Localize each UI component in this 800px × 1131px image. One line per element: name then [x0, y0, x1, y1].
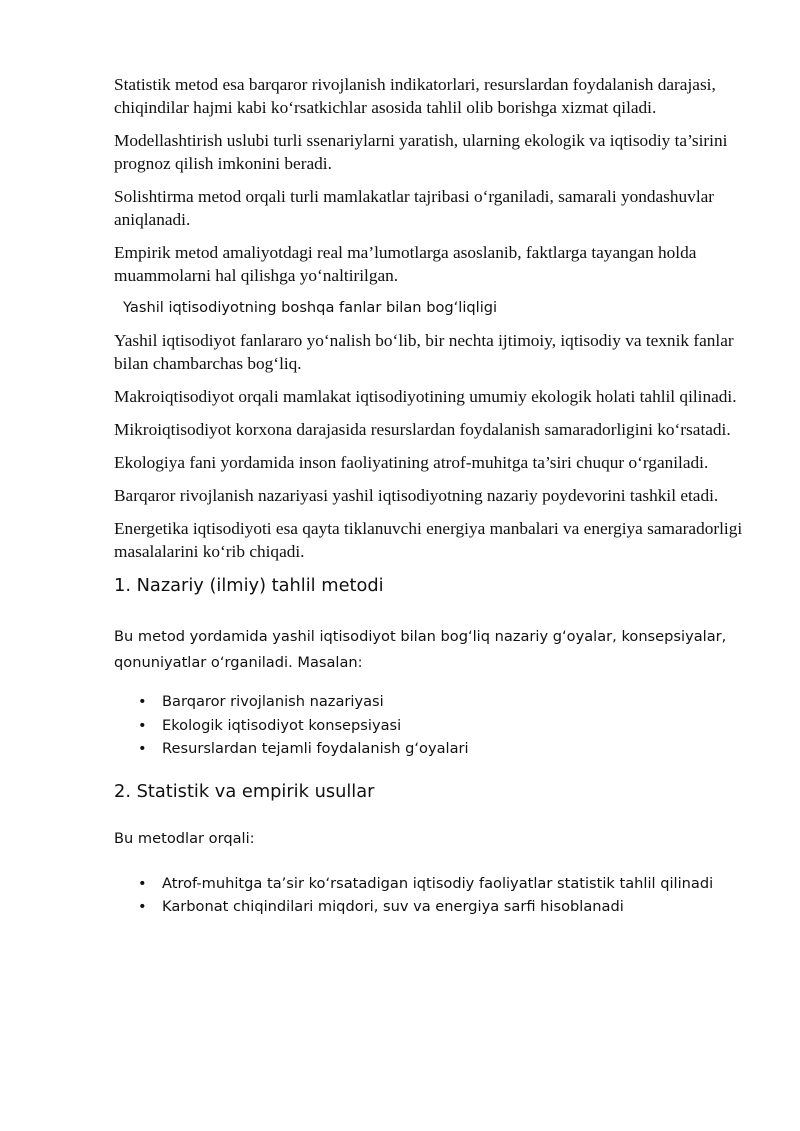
list-item: • Barqaror rivojlanish nazariyasi [114, 690, 744, 714]
bullet-list-statistik [114, 872, 744, 919]
list-item: • Ekologik iqtisodiyot konsepsiyasi [114, 714, 744, 738]
section-heading-statistik: 2. Statistik va empirik usullar [114, 780, 375, 802]
section-heading-nazariy: 1. Nazariy (ilmiy) tahlil metodi [114, 575, 384, 596]
list-item: • Resurslardan tejamli foydalanish g‘oyalari [114, 737, 744, 761]
bullet-icon: • [138, 693, 147, 710]
paragraph-empirik-metod: Empirik metod amaliyotdagi real ma’lumotlarga asoslanib, faktlarga tayangan holda muammolarni hal qilishga yo‘naltirilgan. [114, 243, 697, 285]
bullet-icon: • [138, 716, 147, 734]
bullet-icon: • [138, 740, 147, 757]
list-item: • Atrof-muhitga ta’sir ko‘rsatadigan iqtisodiy faoliyatlar statistik tahlil qilinadi [114, 872, 744, 896]
paragraph-makroiqtisodiyot: Makroiqtisodiyot orqali mamlakat iqtisodiyotining umumiy ekologik holati tahlil qilinadi. [114, 387, 737, 406]
paragraph-barqaror-rivojlanish: Barqaror rivojlanish nazariyasi yashil iqtisodiyotning nazariy poydevorini tashkil etadi. [114, 486, 719, 505]
section-intro-statistik: Bu metodlar orqali: [114, 829, 255, 847]
bullet-icon: • [138, 874, 147, 892]
list-item: • Karbonat chiqindilari miqdori, suv va energiya sarfi hisoblanadi [114, 895, 744, 919]
bullet-icon: • [138, 898, 147, 915]
section-intro-nazariy: Bu metod yordamida yashil iqtisodiyot bilan bog‘liq nazariy g‘oyalar, konsepsiyalar, qonuniyatlar o‘rganiladi. Masalan: [114, 628, 727, 671]
paragraph-statistik-metod: Statistik metod esa barqaror rivojlanish indikatorlari, resurslardan foydalanish darajasi, chiqindilar hajmi kabi ko‘rsatkichlar asosida tahlil olib borishga xizmat qiladi. [114, 75, 716, 117]
subheading-interdisciplinary: Yashil iqtisodiyotning boshqa fanlar bilan bog‘liqligi [123, 299, 498, 316]
document-page [114, 73, 744, 919]
paragraph-ekologiya: Ekologiya fani yordamida inson faoliyatining atrof-muhitga ta’siri chuqur o‘rganiladi. [114, 453, 709, 472]
paragraph-modellashtirish: Modellashtirish uslubi turli ssenariylarni yaratish, ularning ekologik va iqtisodiy ta’sirini prognoz qilish imkonini beradi. [114, 131, 728, 173]
paragraph-mikroiqtisodiyot: Mikroiqtisodiyot korxona darajasida resurslardan foydalanish samaradorligini ko‘rsatadi. [114, 420, 731, 439]
bullet-list-nazariy [114, 690, 744, 761]
paragraph-fanlararo: Yashil iqtisodiyot fanlararo yo‘nalish bo‘lib, bir nechta ijtimoiy, iqtisodiy va texnik fanlar bilan chambarchas bog‘liq. [114, 331, 734, 373]
paragraph-solishtirma-metod: Solishtirma metod orqali turli mamlakatlar tajribasi o‘rganiladi, samarali yondashuvlar aniqlanadi. [114, 187, 715, 229]
paragraph-energetika: Energetika iqtisodiyoti esa qayta tiklanuvchi energiya manbalari va energiya samaradorligi masalalarini ko‘rib chiqadi. [114, 519, 743, 561]
